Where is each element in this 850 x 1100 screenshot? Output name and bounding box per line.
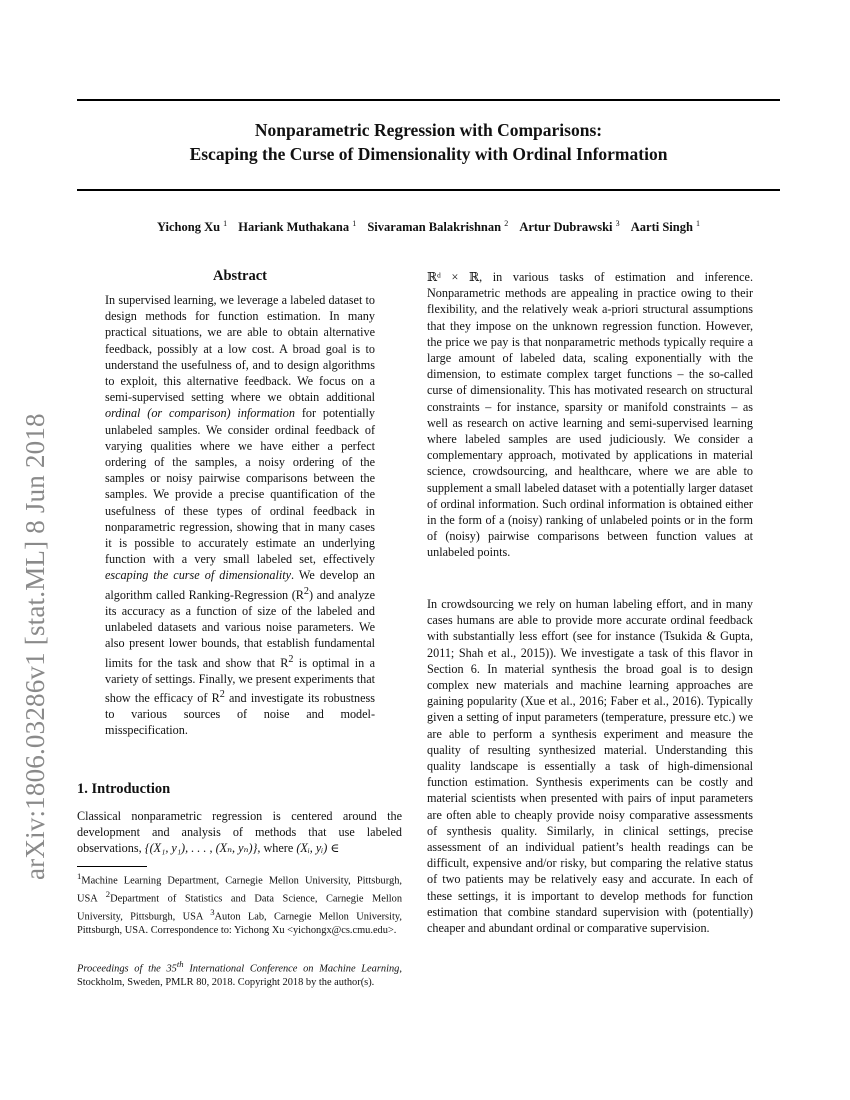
introduction-right-paragraph-2 [427, 596, 753, 936]
top-rule [77, 99, 780, 101]
author: Hariank Muthakana $^1$ [238, 219, 357, 235]
title-line-1: Nonparametric Regression with Comparisons: [254, 120, 603, 140]
title-line-2: Escaping the Curse of Dimensionality with Ordinal Information [189, 144, 668, 164]
arxiv-stamp[interactable]: arXiv:1806.03286v1 [stat.ML] 8 Jun 2018 [20, 413, 50, 880]
author: Artur Dubrawski $^3$ [519, 219, 620, 235]
intro-paragraph: In crowdsourcing we rely on human labeling effort, and in many cases humans are able to provide more accurate ordinal feedback with substantially less effort (see for instance (Tsukida & Gupta, 2011; Shah et al., 2015)). We investigate a task of this flavor in Section 6. In material synthesis the broad goal is to design complex new materials and machine learning approaches are gaining popularity (Xue et al., 2016; Faber et al., 2016). Typically given a setting of input parameters (temperature, pressure etc.) we are able to perform a synthesis experiment and measure the quality of resulting synthesized material. Understanding this quality landscape is essentially a task of high-dimensional function estimation. Synthesis experiments can be costly and material scientists when presented with pairs of input parameters are often able to cheaply provide noisy comparative assessments of synthesis quality. Similarly, in clinical settings, precise assessment of an individual patient’s health readings can be difficult, expensive and/or risky, but comparing the relative status of two patients may be relatively easy and accurate. In each of these settings, it is important to develop methods for function estimation that combine standard supervision with (potentially) cheaper and abundant ordinal or comparative supervision. [427, 597, 753, 936]
abstract-paragraph: In supervised learning, we leverage a labeled dataset to design methods for function estimation. In many practical situations, we are able to obtain alternative feedback, possibly at a low cost. A broad goal is to understand the usefulness of, and to design algorithms to exploit, this alternative feedback. We focus on a semi-supervised setting where we obtain additional ordinal (or comparison) information for potentially unlabeled samples. We consider ordinal feedback of varying qualities where we have either a perfect ordering of the samples, a noisy ordering of the samples or noisy pairwise comparisons between the samples. We provide a precise quantification of the usefulness of these types of ordinal feedback in nonparametric regression, showing that in many cases it is possible to accurately estimate an underlying function with a very small labeled set, effectively escaping the curse of dimensionality. We develop an algorithm called Ranking-Regression $(R^2)$ and analyze its accuracy as a function of size of the labeled and unlabeled datasets and various noise parameters. We also present lower bounds, that establish fundamental limits for the task and show that $R^2$ is optimal in a variety of settings. Finally, we present experiments that show the efficacy of $R^2$ and investigate its robustness to various sources of noise and model-misspecification. [105, 293, 375, 738]
abstract-body [105, 292, 375, 739]
footnote-rule [77, 866, 147, 867]
paper-title [77, 118, 780, 166]
introduction-right-paragraph-1 [427, 269, 753, 561]
author: Aarti Singh $^1$ [630, 219, 701, 235]
author: Sivaraman Balakrishnan $^2$ [367, 219, 509, 235]
abstract-heading: Abstract [213, 268, 267, 284]
intro-paragraph: Classical nonparametric regression is centered around the development and analysis of methods that use labeled observations, {(X₁, y₁), . . . , (Xₙ, yₙ)}, where (Xᵢ, yᵢ) ∈ [77, 809, 402, 856]
intro-paragraph: ℝᵈ × ℝ, in various tasks of estimation and inference. Nonparametric methods are appealing in practice owing to their flexibility, and the relatively weak a-priori structural assumptions that they impose on the unknown regression function. However, the price we pay is that nonparametric methods typically require a large amount of labeled data, scaling exponentially with the dimension, to estimate complex target functions – the so-called curse of dimensionality. This has motivated research on structural constraints – for instance, sparsity or manifold constraints – as well as research on active learning and semi-supervised learning where labeled samples are used judiciously. We consider a complementary approach, motivated by applications in material science, crowdsourcing, and healthcare, where we are able to supplement a small labeled dataset with a potentially larger dataset of ordinal information. Such ordinal information is obtained either in the form of a (noisy) ranking of unlabeled points or in the form of (noisy) pairwise comparisons between function values at unlabeled points. [427, 270, 753, 560]
author: Yichong Xu $^1$ [156, 219, 228, 235]
introduction-left-text [77, 808, 402, 857]
proceedings-note: Proceedings of the 35th International Conference on Machine Learning, Stockholm, Sweden, PMLR 80, 2018. Copyright 2018 by the author(s). [77, 959, 402, 989]
author-list [77, 219, 780, 235]
affiliations-footnote: $^1$Machine Learning Department, Carnegie Mellon University, Pittsburgh, USA $^2$Department of Statistics and Data Science, Carnegie Mellon University, Pittsburgh, USA $^3$Auton Lab, Carnegie Mellon University, Pittsburgh, USA. Correspondence to: Yichong Xu <yichongx@cs.cmu.edu>. [77, 871, 403, 937]
section-heading-introduction: 1. Introduction [77, 781, 171, 797]
title-bottom-rule [77, 189, 780, 191]
